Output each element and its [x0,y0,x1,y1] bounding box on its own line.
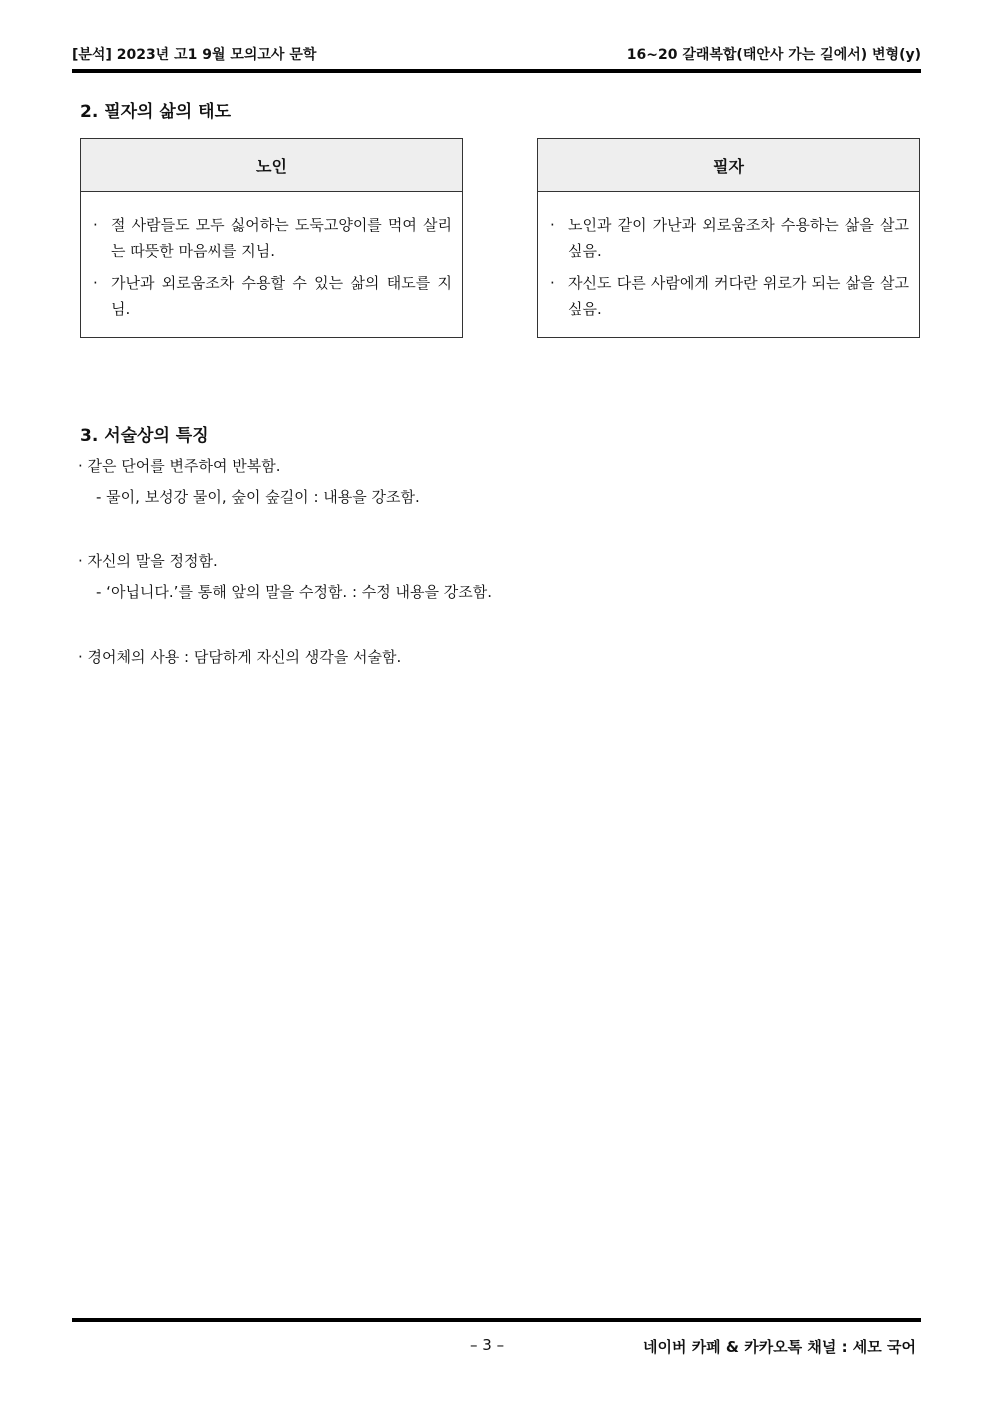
footer-divider [72,1318,921,1322]
list-item [93,212,452,264]
bullet: · [550,216,555,234]
header-divider [72,69,921,73]
feature-line: · 같은 단어를 변주하여 반복함. [78,457,281,475]
list-item [93,270,452,322]
box-old-man [80,138,463,338]
list-item-text: 가난과 외로움조차 수용할 수 있는 삶의 태도를 지님. [111,274,452,318]
header-title: [분석] 2023년 고1 9월 모의고사 문학 [72,47,317,63]
section-3-title: 3. 서술상의 특징 [80,426,209,446]
box-writer-heading: 필자 [538,139,919,192]
feature-detail-line: - 물이, 보성강 물이, 숲이 숲길이 : 내용을 강조함. [96,488,420,506]
list-item-text: 절 사람들도 모두 싫어하는 도둑고양이를 먹여 살리는 따뜻한 마음씨를 지님. [111,216,452,260]
section-2-title: 2. 필자의 삶의 태도 [80,102,231,122]
footer-credit: 네이버 카페 & 카카오톡 채널 : 세모 국어 [643,1338,916,1356]
page-header [72,44,921,70]
list-item [550,270,909,322]
header-subtitle: 16~20 갈래복합(태안사 가는 길에서) 변형(y) [626,47,921,63]
bullet: · [93,216,98,234]
list-item [550,212,909,264]
feature-line: · 경어체의 사용 : 담담하게 자신의 생각을 서술함. [78,648,402,666]
list-item-text: 노인과 같이 가난과 외로움조차 수용하는 삶을 살고 싶음. [568,216,909,260]
feature-detail-line: - ‘아닙니다.’를 통해 앞의 말을 수정함. : 수정 내용을 강조함. [96,583,493,601]
page-number: – 3 – [470,1336,505,1354]
bullet: · [93,274,98,292]
list-item-text: 자신도 다른 사람에게 커다란 위로가 되는 삶을 살고 싶음. [568,274,909,318]
bullet: · [550,274,555,292]
feature-line: · 자신의 말을 정정함. [78,552,218,570]
box-writer [537,138,920,338]
box-old-man-heading: 노인 [81,139,462,192]
